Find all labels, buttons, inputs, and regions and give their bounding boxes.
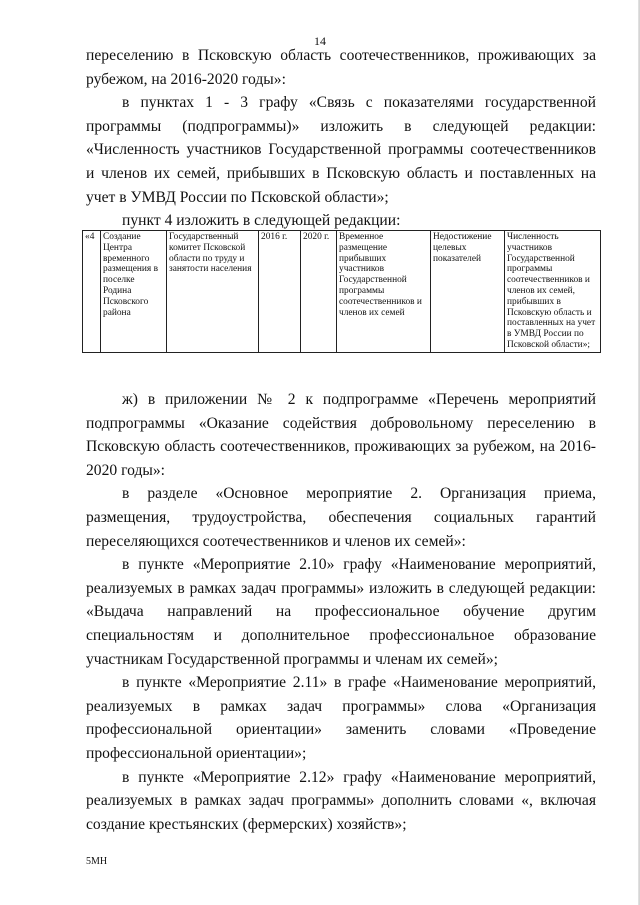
page-number: 14 — [314, 34, 326, 48]
table-cell-executor: Государственный комитет Псковской области по труду и занятости населения — [167, 231, 259, 353]
paragraph: переселению в Псковскую область соотечественников, проживающих за рубежом, на 2016-2020 годы»: — [86, 47, 596, 88]
table-row — [83, 231, 601, 353]
table-cell-result: Временное размещение прибывших участников Государственной программы соотечественников и членов их семей — [337, 231, 431, 353]
paragraph: в пунктах 1 - 3 графу «Связь с показателями государственной программы (подпрограммы)» изложить в следующей редакции: «Численность участников Государственной программы соотечественников и членов их семей, прибывших в Псковскую область и поставленных на учет в УМВД России по Псковской области»; — [86, 94, 596, 206]
table-cell-indicator: Численность участников Государственной программы соотечественников и членов их семей, прибывших в Псковскую область и поставленных на учет в УМВД России по Псковской области»; — [505, 231, 601, 353]
text-block-bottom — [86, 388, 596, 836]
paragraph: пункт 4 изложить в следующей редакции: — [122, 212, 401, 230]
table-cell-consequence: Недостижение целевых показателей — [431, 231, 505, 353]
paragraph: в пункте «Мероприятие 2.11» в графе «Наименование мероприятий, реализуемых в рамках задач программы» слова «Организация профессиональной ориентации» заменить словами «Проведение профессиональной ориентации»; — [86, 674, 596, 762]
program-table — [82, 230, 601, 353]
table-cell-number: «4 — [83, 231, 101, 353]
table-cell-end-year: 2020 г. — [301, 231, 337, 353]
paragraph: в пункте «Мероприятие 2.10» графу «Наименование мероприятий, реализуемых в рамках задач программы» изложить в следующей редакции: «Выдача направлений на профессиональное обучение другим специальностям и дополнительное профессиональное образование участникам Государственной программы и членам их семей»; — [86, 556, 596, 668]
paragraph: в разделе «Основное мероприятие 2. Организация приема, размещения, трудоустройства, обеспечения социальных гарантий переселяющихся соотечественников и членов их семей»: — [86, 485, 596, 550]
table-cell-start-year: 2016 г. — [259, 231, 301, 353]
paragraph: ж) в приложении № 2 к подпрограмме «Перечень мероприятий подпрограммы «Оказание содействия добровольному переселению в Псковскую область соотечественников, проживающих за рубежом, на 2016-2020 годы»: — [86, 391, 596, 479]
text-block-top — [86, 44, 596, 233]
footer-code: 5МН — [86, 856, 108, 867]
paragraph: в пункте «Мероприятие 2.12» графу «Наименование мероприятий, реализуемых в рамках задач программы» дополнить словами «, включая создание крестьянских (фермерских) хозяйств»; — [86, 768, 596, 833]
table-cell-activity: Создание Центра временного размещения в поселке Родина Псковского района — [101, 231, 167, 353]
